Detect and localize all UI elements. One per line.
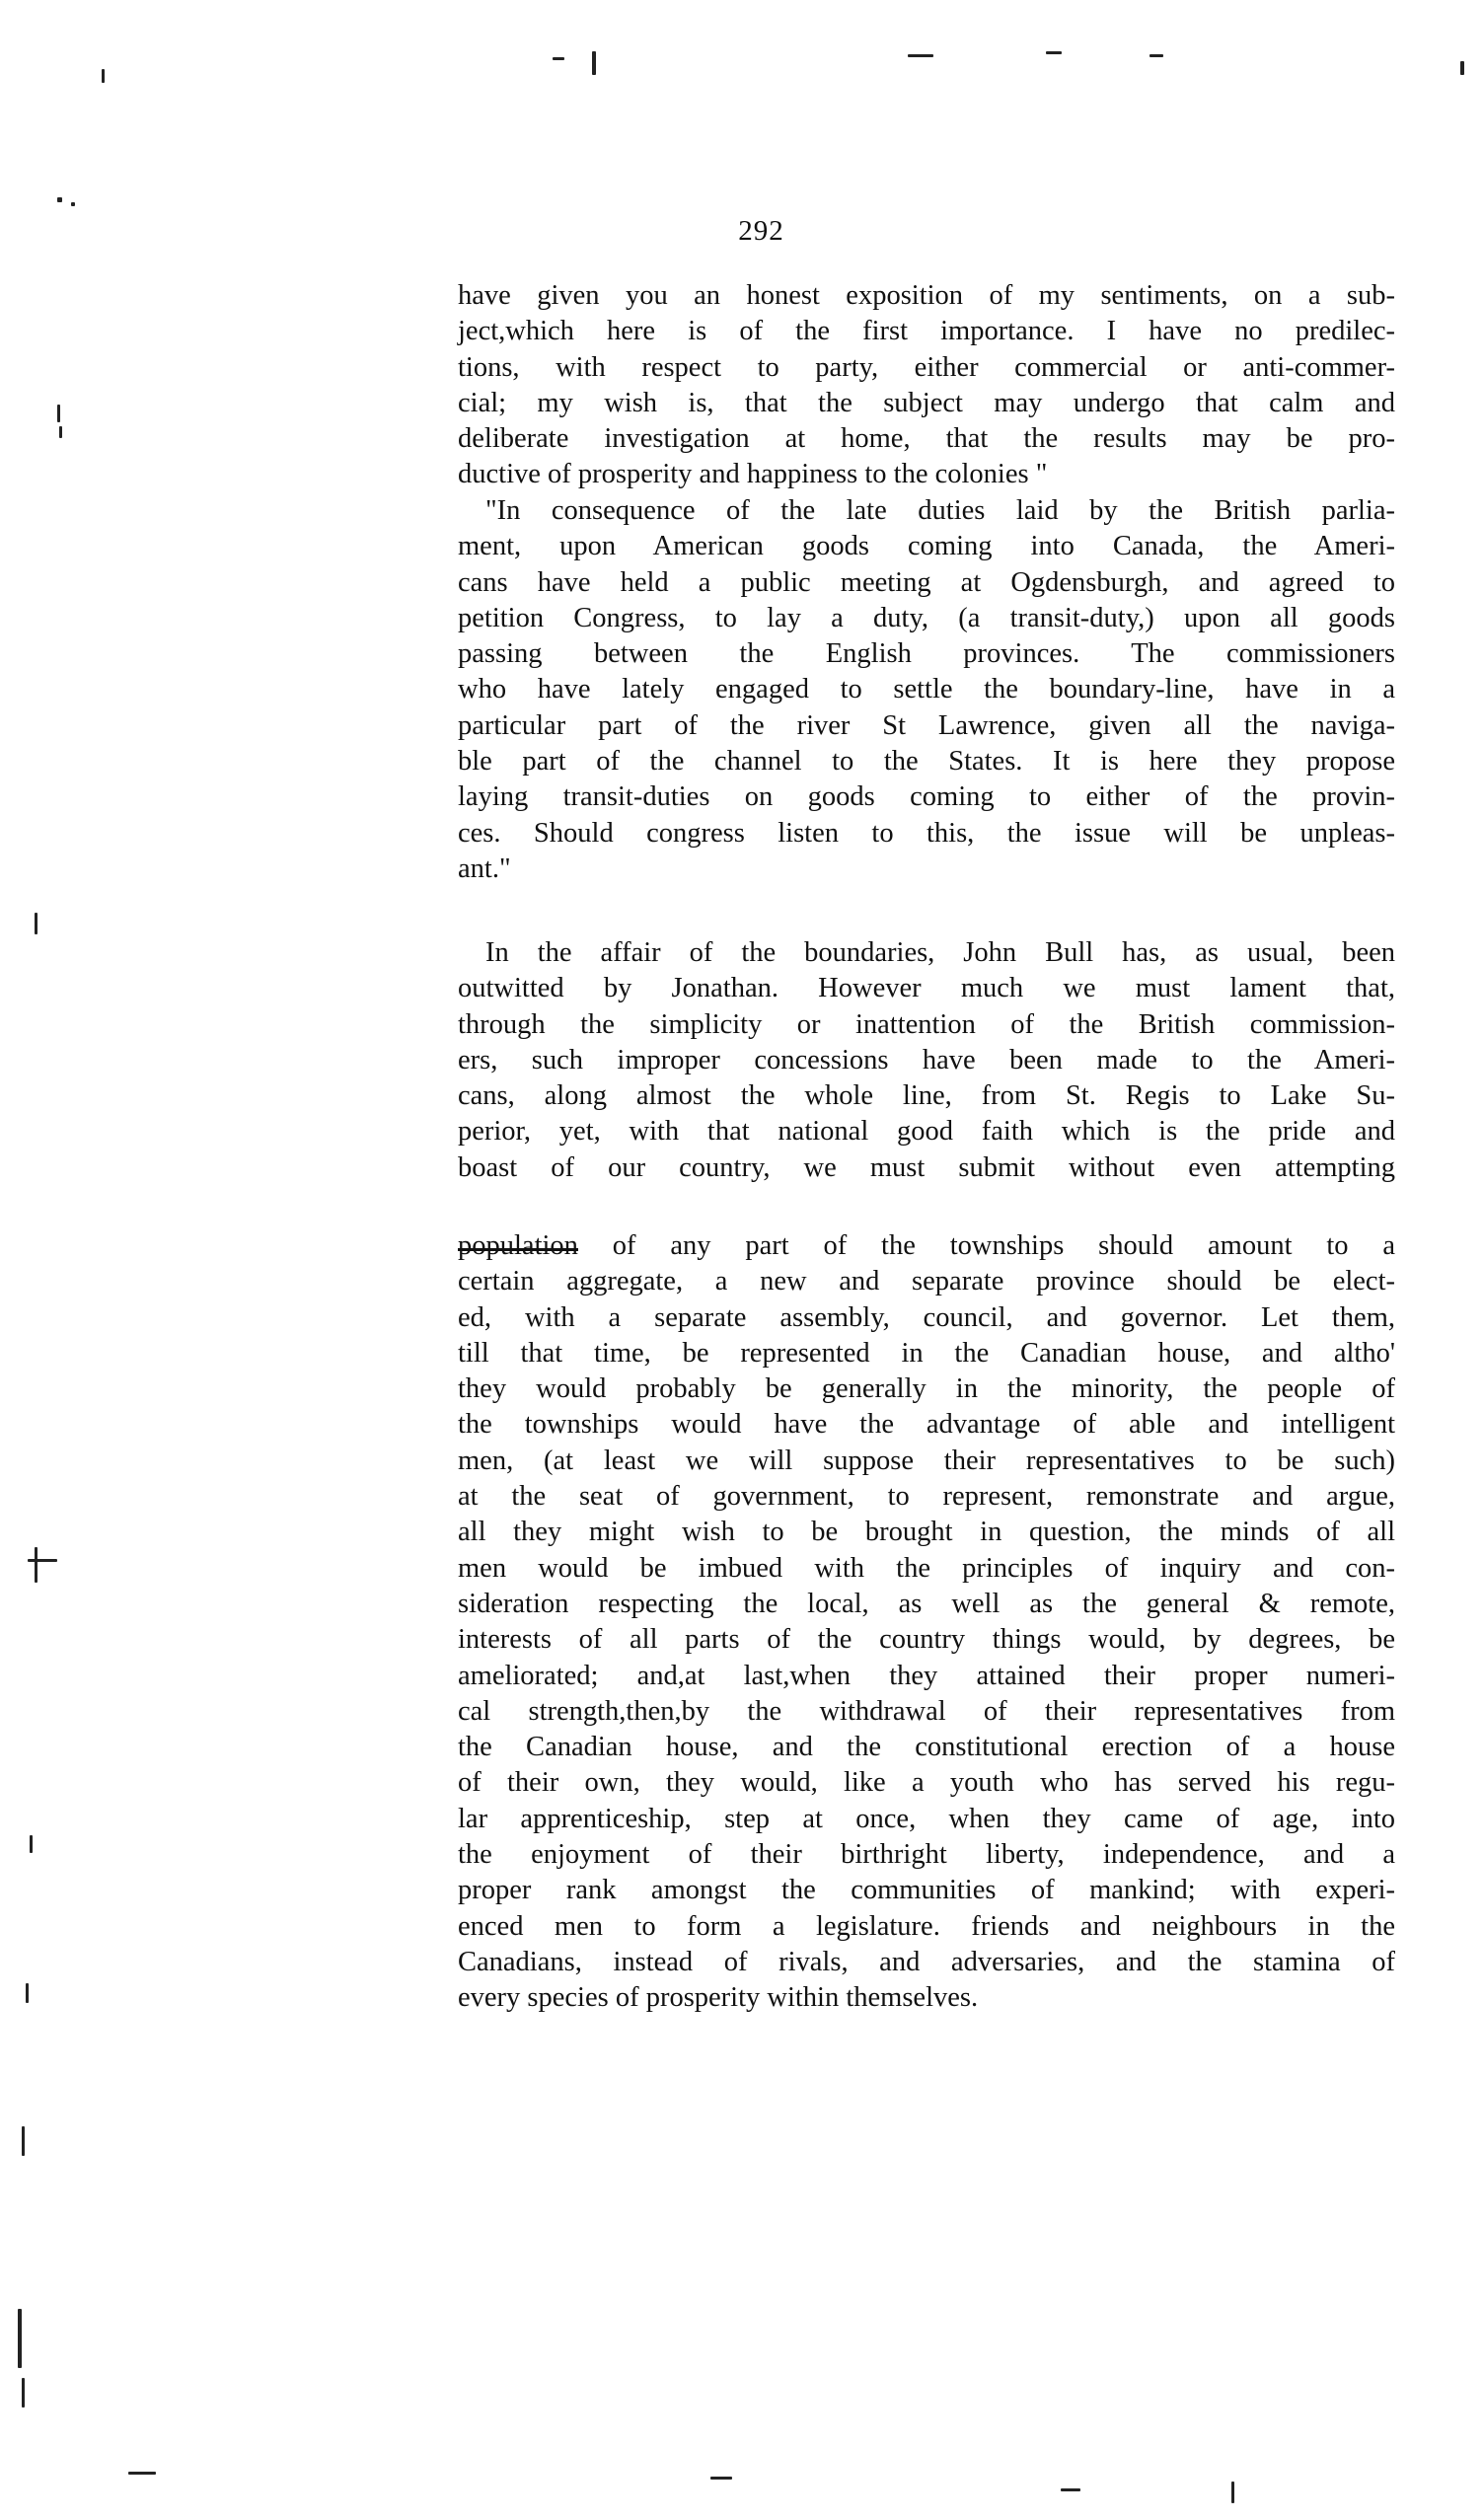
- text-line: ject,which here is of the first importance. I have no predilec-: [458, 316, 1395, 347]
- text-line: certain aggregate, a new and separate province should be elect-: [458, 1266, 1395, 1297]
- scan-speck: [71, 202, 75, 206]
- paragraph-boundaries: [458, 935, 1395, 1186]
- paragraph-quoted-report: [458, 493, 1395, 887]
- text-line: population of any part of the townships should amount to a: [458, 1230, 1395, 1261]
- text-line: cal strength,then,by the withdrawal of their representatives from: [458, 1695, 1395, 1727]
- scan-speck: [908, 54, 933, 57]
- text-line: passing between the English provinces. The commissioners: [458, 638, 1395, 670]
- scan-speck: [1149, 54, 1163, 57]
- scan-speck: [30, 1835, 33, 1853]
- text-line: the enjoyment of their birthright liberty, independence, and a: [458, 1839, 1395, 1871]
- text-line: outwitted by Jonathan. However much we must lament that,: [458, 973, 1395, 1004]
- text-line: ant.": [458, 852, 511, 884]
- scan-speck: [26, 1983, 29, 2003]
- scan-speck: [128, 2472, 156, 2475]
- text-line: who have lately engaged to settle the boundary-line, have in a: [458, 674, 1395, 705]
- scan-speck: [1061, 2488, 1080, 2491]
- text-line: the townships would have the advantage of able and intelligent: [458, 1409, 1395, 1441]
- text-line: they would probably be generally in the minority, the people of: [458, 1373, 1395, 1405]
- text-line: at the seat of government, to represent, remonstrate and argue,: [458, 1481, 1395, 1513]
- text-line: tions, with respect to party, either commercial or anti-commer-: [458, 351, 1395, 383]
- text-line: petition Congress, to lay a duty, (a transit-duty,) upon all goods: [458, 602, 1395, 633]
- text-line: ductive of prosperity and happiness to the colonies ": [458, 459, 1048, 490]
- text-line: deliberate investigation at home, that the results may be pro-: [458, 423, 1395, 455]
- scan-speck: [59, 426, 62, 438]
- text-line: laying transit-duties on goods coming to either of the provin-: [458, 781, 1395, 813]
- text-line: In the affair of the boundaries, John Bull has, as usual, been: [485, 937, 1395, 968]
- text-line: ble part of the channel to the States. It is here they propose: [458, 746, 1395, 778]
- text-line: ed, with a separate assembly, council, and governor. Let them,: [458, 1301, 1395, 1333]
- scan-speck: [18, 2309, 22, 2368]
- scan-speck: [57, 405, 60, 422]
- text-line: ces. Should congress listen to this, the issue will be unpleas-: [458, 817, 1395, 849]
- scan-speck: [35, 1547, 37, 1583]
- text-line: the Canadian house, and the constitutional erection of a house: [458, 1732, 1395, 1763]
- text-line: men, (at least we will suppose their representatives to be such): [458, 1445, 1395, 1476]
- text-line: through the simplicity or inattention of the British commission-: [458, 1008, 1395, 1040]
- text-line: Canadians, instead of rivals, and adversaries, and the stamina of: [458, 1946, 1395, 1977]
- scan-speck: [592, 51, 596, 75]
- text-line: interests of all parts of the country things would, by degrees, be: [458, 1624, 1395, 1656]
- text-line: men would be imbued with the principles of inquiry and con-: [458, 1552, 1395, 1584]
- scan-speck: [22, 2126, 25, 2156]
- text-line: cial; my wish is, that the subject may undergo that calm and: [458, 387, 1395, 418]
- text-line: till that time, be represented in the Canadian house, and altho': [458, 1337, 1395, 1369]
- page-number: 292: [738, 215, 784, 247]
- text-line: proper rank amongst the communities of mankind; with experi-: [458, 1875, 1395, 1906]
- text-line: of their own, they would, like a youth who has served his regu-: [458, 1767, 1395, 1799]
- scan-speck: [22, 2378, 25, 2408]
- scan-speck: [1460, 61, 1464, 75]
- paragraph-letter-closing: [458, 278, 1395, 493]
- scan-speck: [57, 197, 62, 202]
- text-line: all they might wish to be brought in question, the minds of all: [458, 1517, 1395, 1548]
- text-line: ers, such improper concessions have been made to the Ameri-: [458, 1044, 1395, 1075]
- text-line: sideration respecting the local, as well as the general & remote,: [458, 1588, 1395, 1619]
- text-line: perior, yet, with that national good faith which is the pride and: [458, 1116, 1395, 1148]
- text-line: cans have held a public meeting at Ogdensburgh, and agreed to: [458, 566, 1395, 598]
- text-line: ameliorated; and,at last,when they attained their proper numeri-: [458, 1660, 1395, 1691]
- text-line: boast of our country, we must submit without even attempting: [458, 1151, 1395, 1183]
- paragraph-townships: [458, 1228, 1395, 2017]
- text-line: particular part of the river St Lawrence, given all the naviga-: [458, 709, 1395, 741]
- scan-speck: [1046, 51, 1062, 54]
- scan-speck: [28, 1559, 57, 1562]
- scan-speck: [710, 2477, 732, 2480]
- text-line: enced men to form a legislature. friends and neighbours in the: [458, 1910, 1395, 1942]
- scan-speck: [102, 69, 105, 83]
- text-line: ment, upon American goods coming into Canada, the Ameri-: [458, 531, 1395, 562]
- text-line: have given you an honest exposition of my sentiments, on a sub-: [458, 280, 1395, 311]
- scan-speck: [553, 57, 564, 60]
- scan-speck: [1231, 2482, 1234, 2503]
- text-line: "In consequence of the late duties laid by the British parlia-: [485, 495, 1395, 526]
- text-line: every species of prosperity within themselves.: [458, 1982, 979, 2014]
- text-line: lar apprenticeship, step at once, when they came of age, into: [458, 1803, 1395, 1834]
- scan-speck: [35, 913, 37, 934]
- text-line: cans, along almost the whole line, from St. Regis to Lake Su-: [458, 1080, 1395, 1112]
